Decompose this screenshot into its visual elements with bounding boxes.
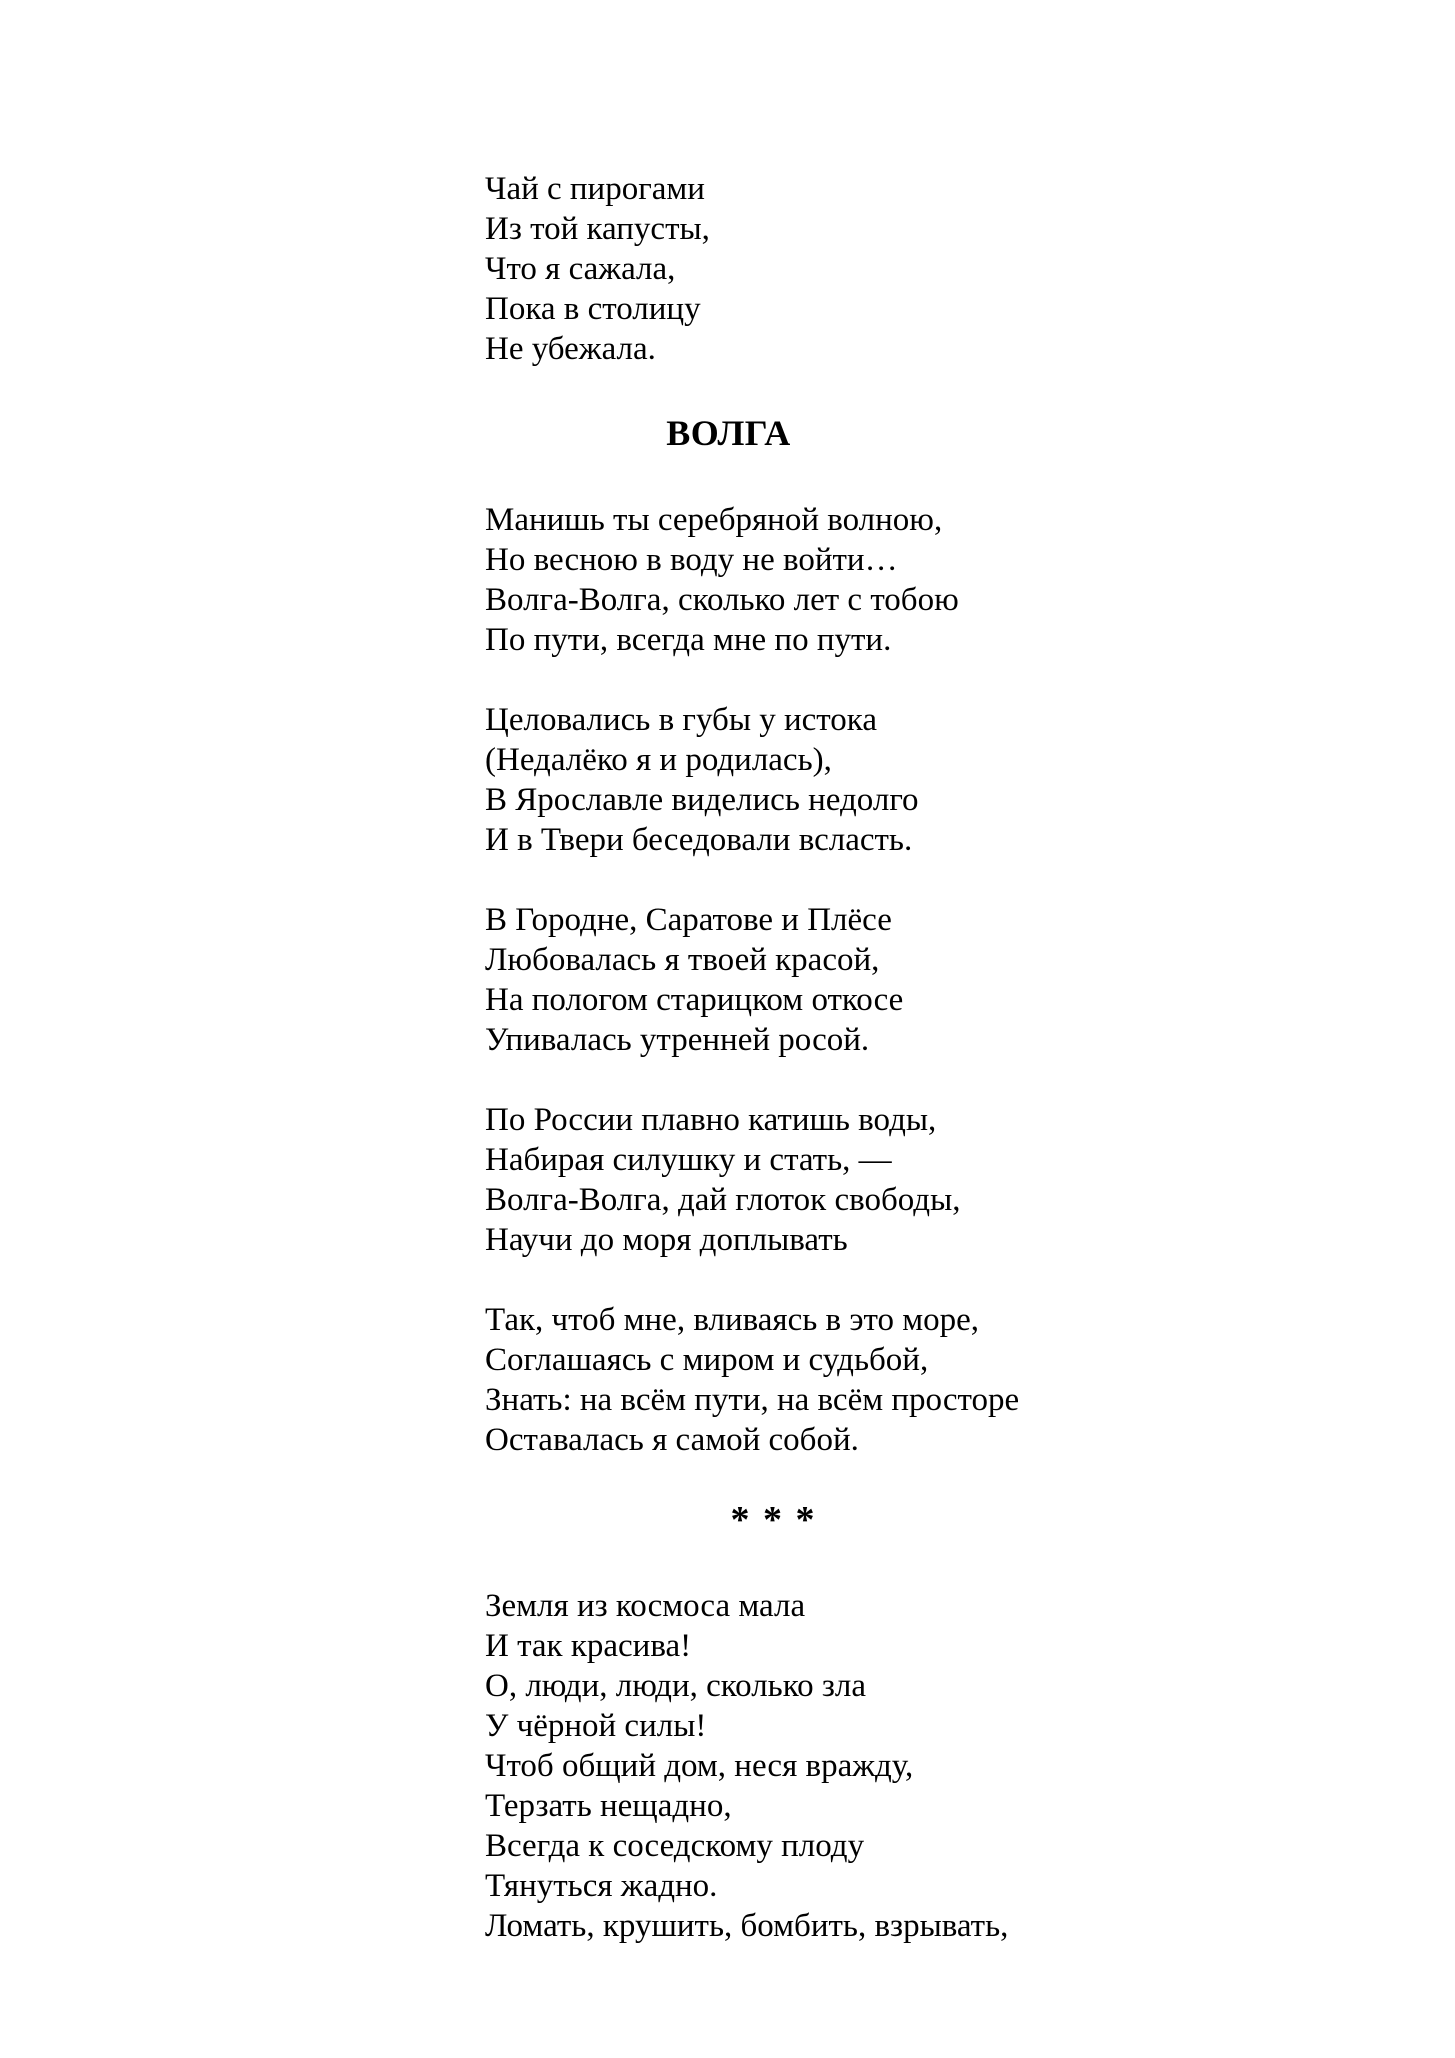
poem-line: По России плавно катишь воды, <box>485 1102 937 1138</box>
poem-line: Набирая силушку и стать, — <box>485 1142 892 1178</box>
section-separator: * * * <box>730 1499 815 1541</box>
poem-line: Манишь ты серебряной волною, <box>485 502 943 538</box>
volga-stanza-5 <box>485 1300 1060 1460</box>
poem-line: Ломать, крушить, бомбить, взрывать, <box>485 1908 1009 1944</box>
poem-line: Оставалась я самой собой. <box>485 1422 859 1458</box>
poem-line: И в Твери беседовали всласть. <box>485 822 913 858</box>
poem-line: На пологом старицком откосе <box>485 982 904 1018</box>
poem-line: Волга-Волга, дай глоток свободы, <box>485 1182 961 1218</box>
poem-line: Чай с пирогами <box>485 171 705 207</box>
poem-line: В Городне, Саратове и Плёсе <box>485 902 892 938</box>
poem-line: Пока в столицу <box>485 291 701 327</box>
volga-stanza-4 <box>485 1100 1060 1260</box>
poem-line: Терзать нещадно, <box>485 1788 732 1824</box>
poem-line: Что я сажала, <box>485 251 676 287</box>
poem-line: Чтоб общий дом, неся вражду, <box>485 1748 914 1784</box>
volga-stanza-3 <box>485 900 1060 1060</box>
poem-line: Земля из космоса мала <box>485 1588 806 1624</box>
poem-line: Всегда к соседскому плоду <box>485 1828 865 1864</box>
poem-line: И так красива! <box>485 1628 692 1664</box>
poem-line: У чёрной силы! <box>485 1708 707 1744</box>
poem-line: В Ярославле виделись недолго <box>485 782 919 818</box>
poem-line: Любовалась я твоей красой, <box>485 942 880 978</box>
poem-title: ВОЛГА <box>666 413 791 453</box>
poem-line: Знать: на всём пути, на всём просторе <box>485 1382 1020 1418</box>
poem-line: Не убежала. <box>485 331 656 367</box>
poem-line: Упивалась утренней росой. <box>485 1022 870 1058</box>
poem-line: Из той капусты, <box>485 211 710 247</box>
volga-stanza-2 <box>485 700 1060 860</box>
poem-line: Волга-Волга, сколько лет с тобою <box>485 582 959 618</box>
poem-line: Соглашаясь с миром и судьбой, <box>485 1342 929 1378</box>
text-column <box>485 169 1060 1946</box>
poem-line: Целовались в губы у истока <box>485 702 877 738</box>
poem-line: По пути, всегда мне по пути. <box>485 622 892 658</box>
poem-line: О, люди, люди, сколько зла <box>485 1668 866 1704</box>
volga-stanza-1 <box>485 500 1060 660</box>
poem-line: Тянуться жадно. <box>485 1868 718 1904</box>
poem-line: Так, чтоб мне, вливаясь в это море, <box>485 1302 980 1338</box>
poem-line: Но весною в воду не войти… <box>485 542 898 578</box>
preceding-stanza <box>485 169 1060 369</box>
poem-line: (Недалёко я и родилась), <box>485 742 832 778</box>
poem-line: Научи до моря доплывать <box>485 1222 848 1258</box>
untitled-poem <box>485 1586 1060 1946</box>
